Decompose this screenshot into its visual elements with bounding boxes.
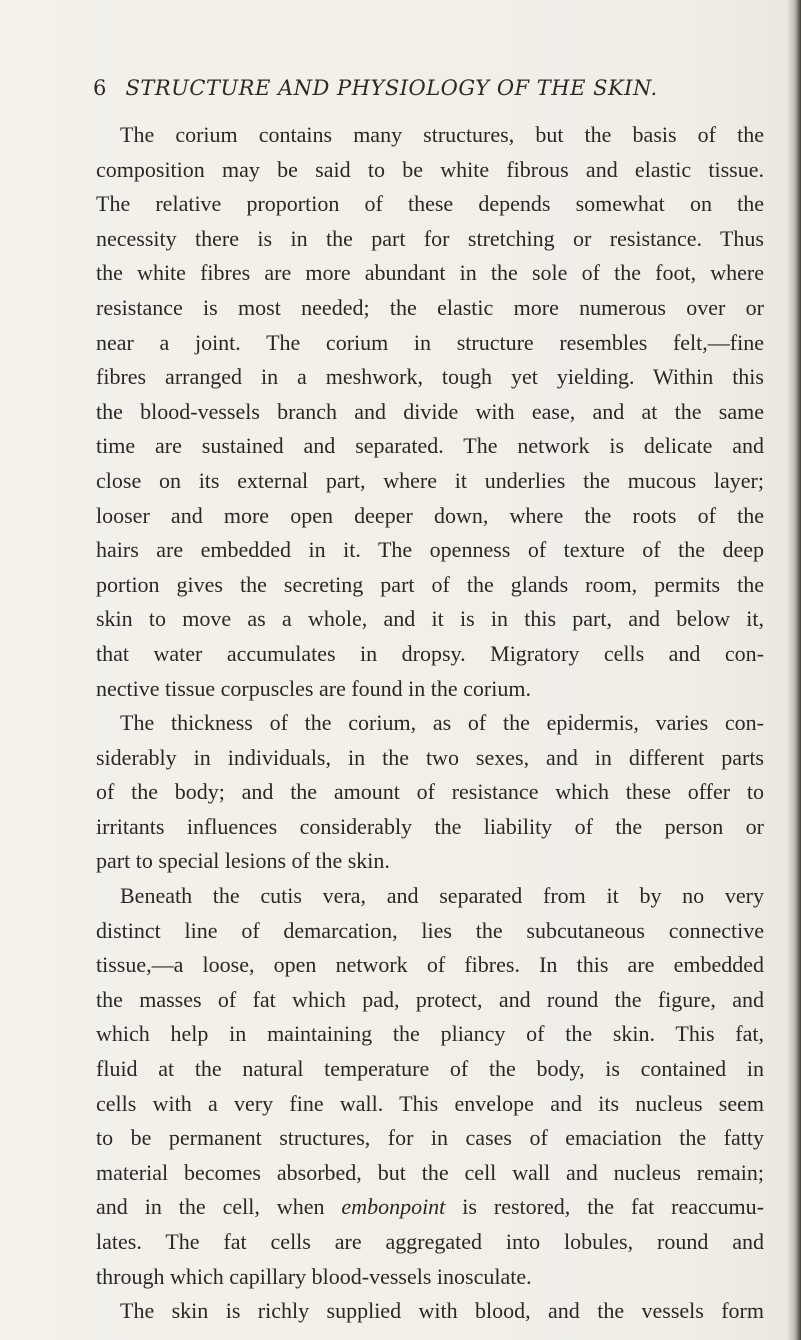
- text-line: to be permanent structures, for in cases of emaciation the fatty: [96, 1125, 764, 1151]
- text-line: skin to move as a whole, and it is in this part, and below it,: [96, 606, 764, 632]
- text-line: that water accumulates in dropsy. Migratory cells and con-: [96, 640, 764, 666]
- text-line: close on its external part, where it underlies the mucous layer;: [96, 467, 764, 493]
- text-line: nective tissue corpuscles are found in the corium.: [96, 675, 531, 701]
- text-line: resistance is most needed; the elastic more numerous over or: [96, 294, 764, 320]
- text-line: tissue,—a loose, open network of fibres. In this are embedded: [96, 952, 764, 978]
- italic-term: embonpoint: [341, 1194, 446, 1220]
- page-header: [93, 76, 753, 116]
- text-line: portion gives the secreting part of the glands room, permits the: [96, 571, 764, 597]
- text-line: looser and more open deeper down, where the roots of the: [96, 502, 764, 528]
- text-line: distinct line of demarcation, lies the subcutaneous connective: [96, 917, 764, 943]
- text-line: of the body; and the amount of resistance which these offer to: [96, 779, 764, 805]
- text-line: hairs are embedded in it. The openness of texture of the deep: [96, 537, 764, 563]
- text-line: siderably in individuals, in the two sexes, and in different parts: [96, 744, 764, 770]
- text-line: composition may be said to be white fibrous and elastic tissue.: [96, 156, 764, 182]
- text-line: fibres arranged in a meshwork, tough yet yielding. Within this: [96, 364, 764, 390]
- text-line: The relative proportion of these depends somewhat on the: [96, 191, 764, 217]
- text-line: material becomes absorbed, but the cell wall and nucleus remain;: [96, 1159, 764, 1185]
- text-line: which help in maintaining the pliancy of the skin. This fat,: [96, 1021, 764, 1047]
- text-line: the masses of fat which pad, protect, and round the figure, and: [96, 986, 764, 1012]
- text-line: The thickness of the corium, as of the epidermis, varies con-: [120, 710, 764, 736]
- text-line: time are sustained and separated. The network is delicate and: [96, 433, 764, 459]
- text-line: The skin is richly supplied with blood, and the vessels form: [120, 1298, 764, 1324]
- text-line-with-italic: [96, 1190, 764, 1225]
- text-segment: is restored, the fat reaccumu-: [445, 1194, 764, 1220]
- page-edge-shadow: [787, 0, 801, 1340]
- text-line: lates. The fat cells are aggregated into lobules, round and: [96, 1229, 764, 1254]
- text-line: the blood-vessels branch and divide with ease, and at the same: [96, 398, 764, 424]
- page-number: 6: [93, 76, 107, 100]
- text-line: near a joint. The corium in structure resembles felt,—fine: [96, 329, 764, 355]
- running-head: STRUCTURE AND PHYSIOLOGY OF THE SKIN.: [125, 76, 658, 100]
- text-line: irritants influences considerably the liability of the person or: [96, 813, 764, 839]
- text-line: Beneath the cutis vera, and separated from it by no very: [120, 883, 764, 909]
- text-line: cells with a very fine wall. This envelope and its nucleus seem: [96, 1090, 764, 1116]
- text-line: the white fibres are more abundant in the sole of the foot, where: [96, 260, 764, 286]
- text-segment: and in the cell, when: [96, 1194, 342, 1220]
- body-text: [96, 118, 764, 1329]
- text-line: through which capillary blood-vessels inosculate.: [96, 1263, 532, 1289]
- text-line: The corium contains many structures, but the basis of the: [120, 122, 764, 147]
- text-line: part to special lesions of the skin.: [96, 848, 390, 874]
- text-line: fluid at the natural temperature of the body, is contained in: [96, 1056, 764, 1082]
- text-line: necessity there is in the part for stretching or resistance. Thus: [96, 225, 764, 251]
